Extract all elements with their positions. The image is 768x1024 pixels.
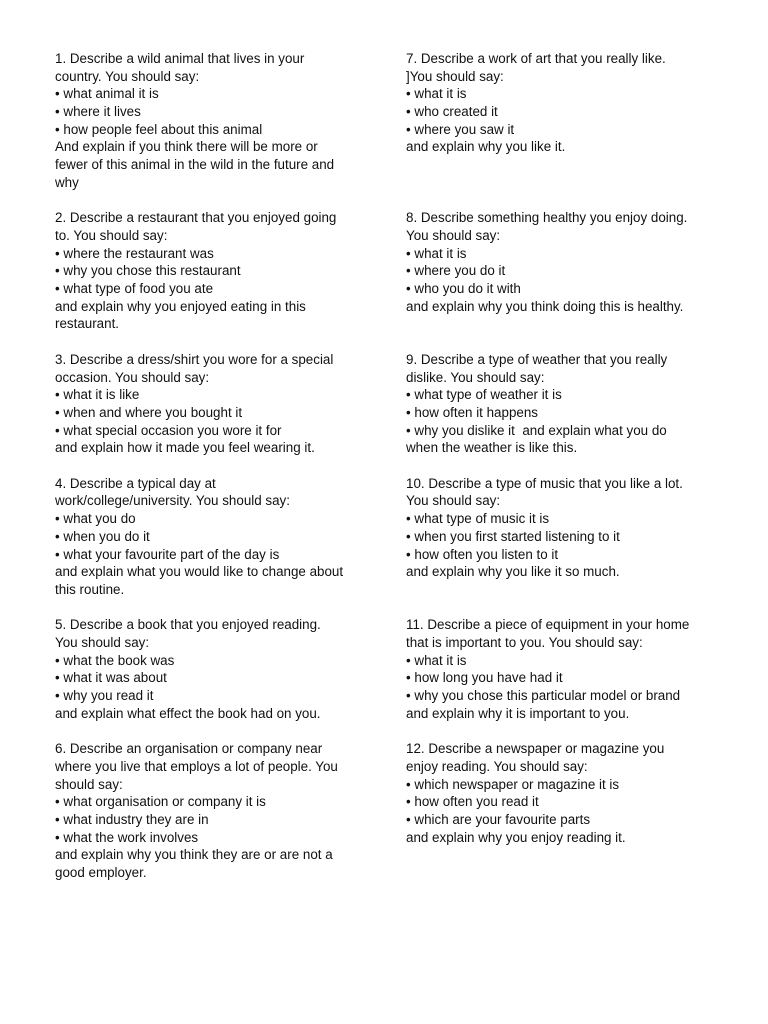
cue-card-7 xyxy=(406,50,666,156)
bullet-point: • where the restaurant was xyxy=(55,245,214,261)
cue-card-4 xyxy=(55,475,343,599)
bullet-point: • when you first started listening to it xyxy=(406,528,620,544)
question-line: 10. Describe a type of music that you like a lot. xyxy=(406,475,683,491)
bullet-point: • when and where you bought it xyxy=(55,404,243,420)
body-line: when the weather is like this. xyxy=(406,440,578,456)
body-line: and explain how it made you feel wearing it. xyxy=(55,440,315,456)
body-line: enjoy reading. You should say: xyxy=(406,758,588,774)
bullet-point: • how long you have had it xyxy=(406,670,563,686)
body-line: and explain why it is important to you. xyxy=(406,705,630,721)
cue-card-10 xyxy=(406,475,683,581)
bullet-point: • which are your favourite parts xyxy=(406,812,591,828)
bullet-point: • how often you read it xyxy=(406,794,539,810)
body-line: and explain why you think they are or are not a xyxy=(55,847,333,863)
bullet-point: • what the work involves xyxy=(55,829,199,845)
bullet-point: • where you saw it xyxy=(406,121,515,137)
cue-card-2 xyxy=(55,209,336,333)
bullet-point: • what the book was xyxy=(55,652,175,668)
body-line: and explain why you think doing this is healthy. xyxy=(406,298,684,314)
body-line: occasion. You should say: xyxy=(55,369,210,385)
cue-card-9 xyxy=(406,351,667,457)
bullet-point: • how often you listen to it xyxy=(406,546,559,562)
body-line: work/college/university. You should say: xyxy=(55,493,290,509)
bullet-point: • why you read it xyxy=(55,688,154,704)
body-line: this routine. xyxy=(55,581,125,597)
bullet-point: • what it was about xyxy=(55,670,167,686)
cue-card-12 xyxy=(406,740,664,846)
cue-card-3 xyxy=(55,351,333,457)
bullet-point: • where you do it xyxy=(406,263,506,279)
question-line: 4. Describe a typical day at xyxy=(55,475,216,491)
cue-card-5 xyxy=(55,616,321,722)
body-line: and explain why you enjoyed eating in this xyxy=(55,298,306,314)
body-line: where you live that employs a lot of people. You xyxy=(55,758,338,774)
question-line: 6. Describe an organisation or company near xyxy=(55,741,323,757)
bullet-point: • why you chose this restaurant xyxy=(55,263,241,279)
bullet-point: • where it lives xyxy=(55,104,141,120)
bullet-point: • who created it xyxy=(406,104,498,120)
cue-card-1 xyxy=(55,50,334,192)
body-line: that is important to you. You should say: xyxy=(406,635,643,651)
bullet-point: • what type of weather it is xyxy=(406,387,562,403)
bullet-point: • why you dislike it and explain what you do xyxy=(406,422,667,438)
question-line: 2. Describe a restaurant that you enjoyed going xyxy=(55,210,337,226)
bullet-point: • what special occasion you wore it for xyxy=(55,422,282,438)
question-line: 3. Describe a dress/shirt you wore for a special xyxy=(55,351,334,367)
body-line: and explain why you enjoy reading it. xyxy=(406,829,626,845)
body-line: fewer of this animal in the wild in the future and xyxy=(55,157,335,173)
body-line: and explain why you like it. xyxy=(406,139,566,155)
question-line: 8. Describe something healthy you enjoy doing. xyxy=(406,210,688,226)
body-line: dislike. You should say: xyxy=(406,369,545,385)
body-line: You should say: xyxy=(55,635,150,651)
bullet-point: • what industry they are in xyxy=(55,812,209,828)
bullet-point: • how often it happens xyxy=(406,404,538,420)
bullet-point: • what your favourite part of the day is xyxy=(55,546,280,562)
question-line: 5. Describe a book that you enjoyed reading. xyxy=(55,617,321,633)
body-line: country. You should say: xyxy=(55,68,200,84)
cue-card-8 xyxy=(406,209,687,315)
body-line: and explain why you like it so much. xyxy=(406,564,620,580)
bullet-point: • what it is xyxy=(406,652,467,668)
cue-card-6 xyxy=(55,740,338,882)
body-line: ]You should say: xyxy=(406,68,504,84)
body-line: restaurant. xyxy=(55,316,120,332)
body-line: and explain what effect the book had on you. xyxy=(55,705,321,721)
bullet-point: • what you do xyxy=(55,511,136,527)
question-line: 9. Describe a type of weather that you really xyxy=(406,351,668,367)
question-line: 7. Describe a work of art that you really like. xyxy=(406,51,666,66)
bullet-point: • why you chose this particular model or brand xyxy=(406,688,681,704)
question-line: 1. Describe a wild animal that lives in your xyxy=(55,51,305,66)
bullet-point: • what animal it is xyxy=(55,86,159,102)
bullet-point: • what type of music it is xyxy=(406,511,550,527)
question-line: 11. Describe a piece of equipment in your home xyxy=(406,617,690,633)
bullet-point: • when you do it xyxy=(55,528,150,544)
question-line: 12. Describe a newspaper or magazine you xyxy=(406,741,665,757)
bullet-point: • how people feel about this animal xyxy=(55,121,263,137)
bullet-point: • what it is xyxy=(406,245,467,261)
body-line: and explain what you would like to change about xyxy=(55,564,344,580)
body-line: should say: xyxy=(55,776,123,792)
bullet-point: • what organisation or company it is xyxy=(55,794,266,810)
body-line: good employer. xyxy=(55,865,147,881)
bullet-point: • who you do it with xyxy=(406,281,521,297)
bullet-point: • what type of food you ate xyxy=(55,281,214,297)
body-line: And explain if you think there will be more or xyxy=(55,139,318,155)
body-line: You should say: xyxy=(406,227,501,243)
body-line: to. You should say: xyxy=(55,227,168,243)
bullet-point: • what it is xyxy=(406,86,467,102)
body-line: You should say: xyxy=(406,493,501,509)
bullet-point: • what it is like xyxy=(55,387,140,403)
bullet-point: • which newspaper or magazine it is xyxy=(406,776,620,792)
cue-card-11 xyxy=(406,616,689,722)
body-line: why xyxy=(55,174,79,190)
